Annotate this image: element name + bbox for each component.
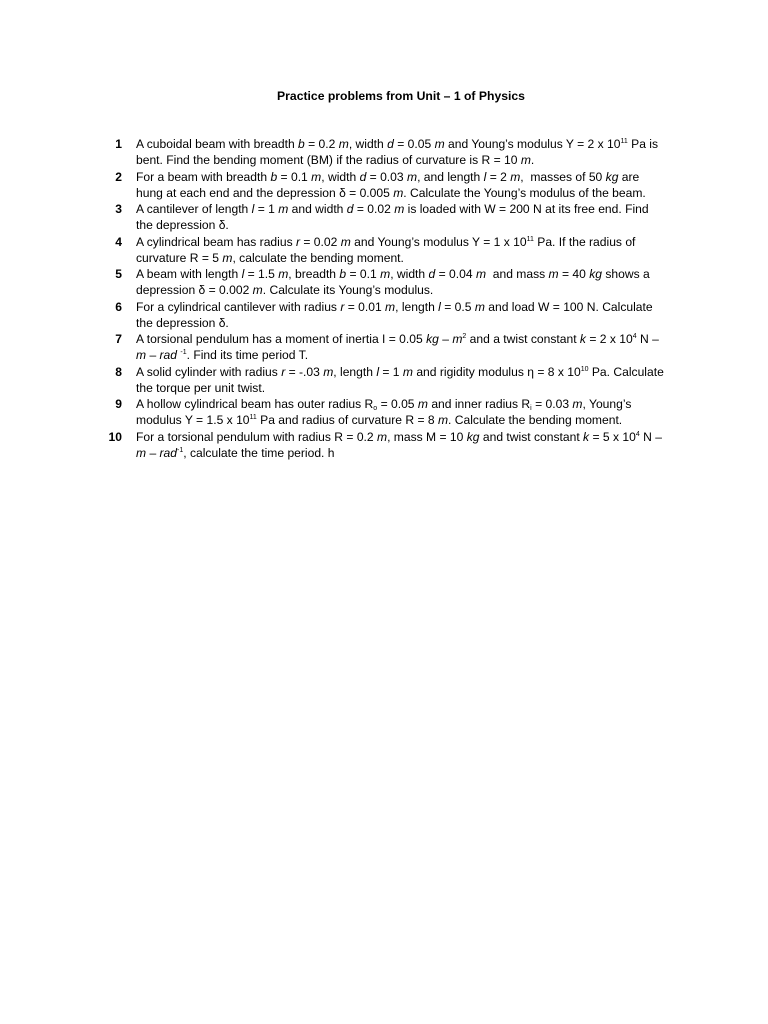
problem-number: 5 bbox=[115, 267, 122, 281]
problem-text: For a cylindrical cantilever with radius r = 0.01 m, length l = 0.5 m and load W = 100 N. Calculate the depression δ. bbox=[136, 299, 653, 330]
problem-item bbox=[95, 136, 675, 169]
problem-item bbox=[95, 266, 675, 299]
problem-text: A solid cylinder with radius r = -.03 m, length l = 1 m and rigidity modulus η = 8 x $10^{10}$ Pa. Calculate the torque per unit twist. bbox=[136, 364, 664, 395]
problem-item bbox=[95, 299, 675, 332]
problem-number: 3 bbox=[115, 202, 122, 216]
problem-item bbox=[95, 364, 675, 397]
problem-item bbox=[95, 169, 675, 202]
problem-item bbox=[95, 429, 675, 462]
page-title: Practice problems from Unit – 1 of Physics bbox=[277, 89, 525, 103]
problem-text: A cantilever of length l = 1 m and width d = 0.02 m is loaded with W = 200 N at its free end. Find the depression δ. bbox=[136, 202, 649, 233]
problem-number: 9 bbox=[115, 397, 122, 411]
problem-number: 4 bbox=[115, 234, 122, 249]
problem-text: A cuboidal beam with breadth b = 0.2 m, width d = 0.05 m and Young’s modulus Y = 2 x $10^{11}$ Pa is bent. Find the bending moment (BM) if the radius of curvature is R = 10 m. bbox=[136, 137, 659, 168]
problem-text: A hollow cylindrical beam has outer radius $R_o = 0.05$ m and inner radius $R_i = 0.03$ m, Young’s modulus Y = 1.5 x $10^{11}$ Pa and radius of curvature R = 8 m. Calculate the bending moment. bbox=[136, 397, 632, 428]
problem-number: 7 bbox=[115, 332, 122, 346]
problem-number: 1 bbox=[115, 137, 122, 151]
problem-item bbox=[95, 331, 675, 364]
problem-item bbox=[95, 396, 675, 429]
problem-text: For a torsional pendulum with radius R = 0.2 m, mass M = 10 kg and twist constant k = 5 x $10^4$ N – m – rad$^{-1}$, calculate the time period. h bbox=[136, 429, 662, 460]
problem-number: 2 bbox=[115, 169, 122, 184]
problem-number: 6 bbox=[115, 299, 122, 314]
problem-list bbox=[95, 136, 675, 461]
problem-text: A torsional pendulum has a moment of inertia I = 0.05 kg – $m^2$ and a twist constant k = 2 x $10^4$ N – m – rad $^{-1}$. Find its time period T. bbox=[136, 332, 659, 363]
problem-text: A cylindrical beam has radius r = 0.02 m and Young’s modulus Y = 1 x $10^{11}$ Pa. If the radius of curvature R = 5 m, calculate the bending moment. bbox=[136, 234, 636, 265]
problem-item bbox=[95, 234, 675, 267]
problem-text: For a beam with breadth b = 0.1 m, width d = 0.03 m, and length l = 2 m, masses of 50 kg are hung at each end and the depression δ = 0.005 m. Calculate the Young’s modulus of the beam. bbox=[136, 169, 646, 200]
problem-item bbox=[95, 201, 675, 234]
problem-number: 10 bbox=[108, 429, 122, 444]
problem-number: 8 bbox=[115, 364, 122, 379]
problem-text: A beam with length l = 1.5 m, breadth b = 0.1 m, width d = 0.04 m and mass m = 40 kg shows a depression δ = 0.002 m. Calculate its Young’s modulus. bbox=[136, 267, 650, 298]
